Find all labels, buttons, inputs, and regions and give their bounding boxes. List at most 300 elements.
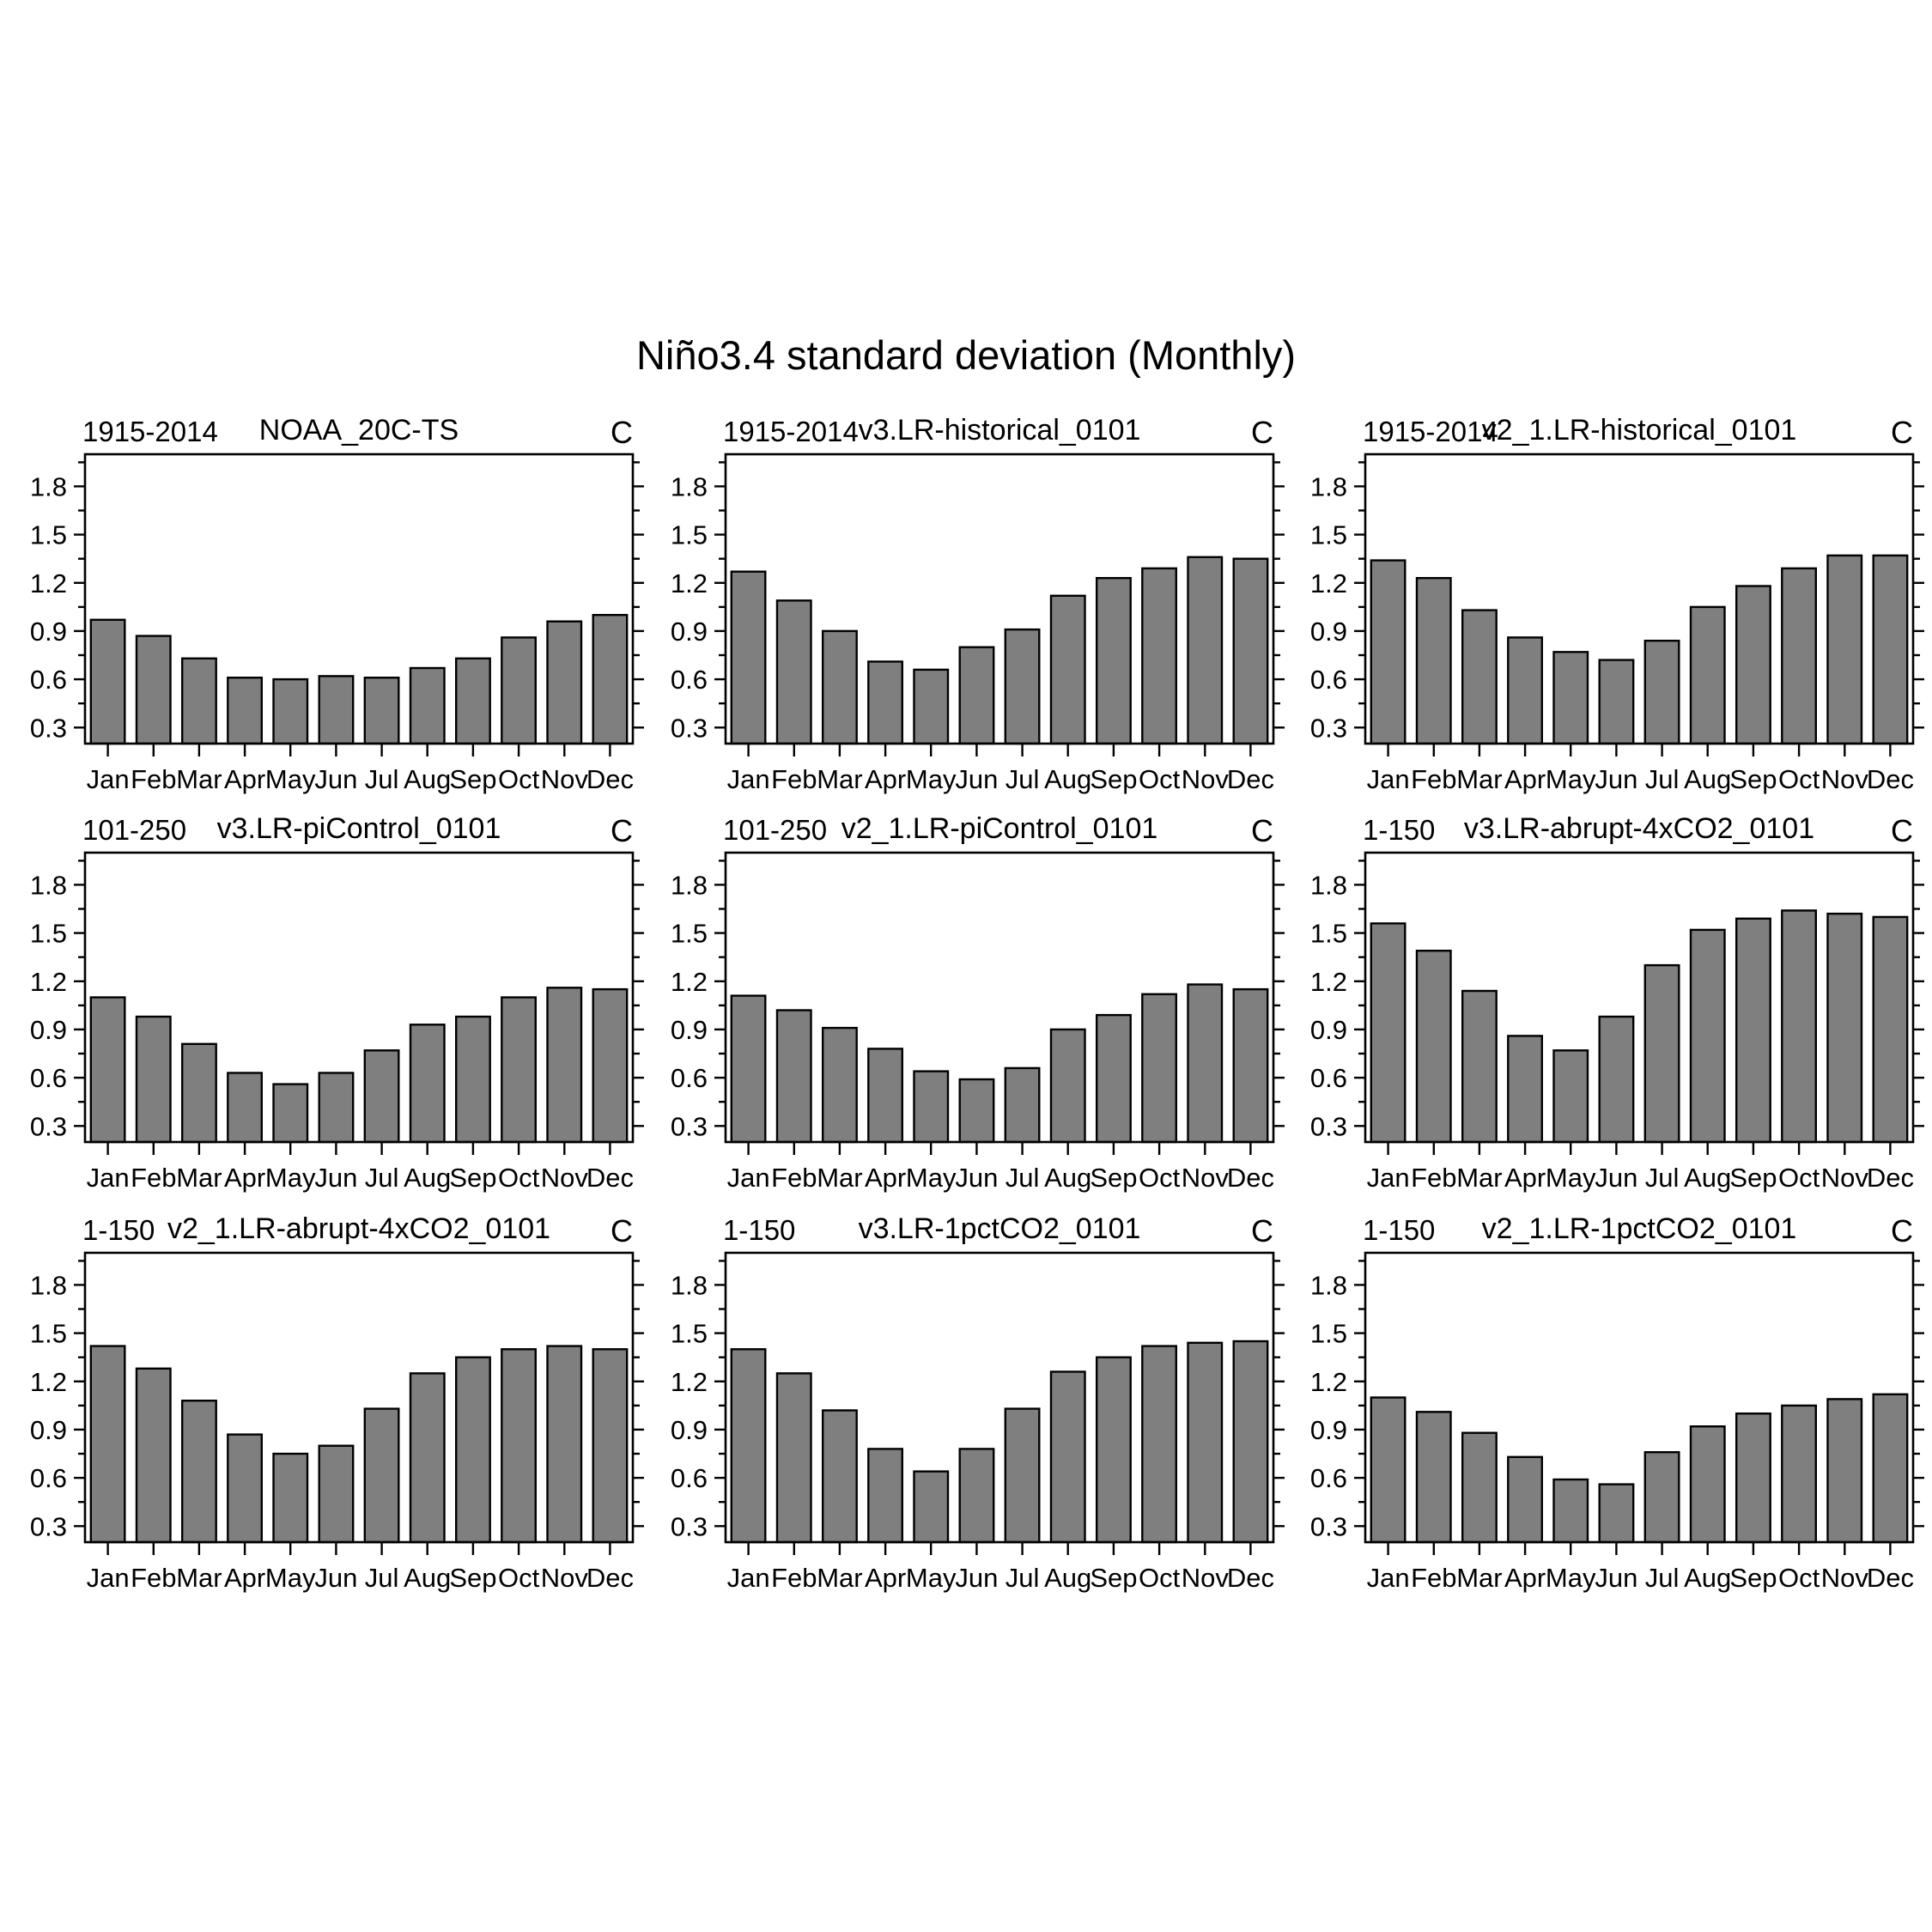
x-tick-label-Dec: Dec <box>586 1563 634 1593</box>
x-tick-label-Oct: Oct <box>1777 764 1820 794</box>
panel-v3.LR-historical_0101 <box>661 411 1315 812</box>
x-tick-label-Jun: Jun <box>314 1563 358 1593</box>
panel-model-label: v3.LR-1pctCO2_0101 <box>858 1212 1141 1245</box>
bars <box>732 557 1267 744</box>
x-tick-label-Mar: Mar <box>817 1563 863 1593</box>
bar-Apr <box>1508 637 1542 744</box>
x-tick-label-Jan: Jan <box>726 764 770 794</box>
bar-Feb <box>137 636 171 744</box>
panel-v3.LR-piControl_0101 <box>21 810 674 1211</box>
bar-Feb <box>137 1369 171 1542</box>
chart-v2_1.LR-piControl_0101 <box>661 810 1315 1211</box>
panel-period-label: 101-250 <box>82 814 187 846</box>
bar-Jul <box>1005 629 1040 744</box>
bar-Sep <box>456 1017 490 1142</box>
bar-Sep <box>1736 919 1771 1142</box>
x-tick-label-May: May <box>264 1163 316 1193</box>
x-tick-label-Mar: Mar <box>1456 764 1503 794</box>
bar-Mar <box>182 1400 216 1542</box>
bar-Jan <box>91 1346 125 1542</box>
y-tick-label: 1.5 <box>670 519 708 550</box>
y-tick-label: 0.3 <box>29 1111 67 1142</box>
x-tick-label-Jul: Jul <box>364 1563 399 1593</box>
x-tick-label-Mar: Mar <box>1456 1163 1503 1193</box>
x-tick-label-Jul: Jul <box>1644 764 1680 794</box>
chart-v3.LR-1pctCO2_0101 <box>661 1210 1315 1611</box>
x-tick-label-Sep: Sep <box>1090 764 1138 794</box>
bar-Apr <box>228 1073 262 1143</box>
bar-Nov <box>1828 914 1862 1142</box>
bar-Mar <box>823 631 857 744</box>
bar-Dec <box>1234 989 1268 1142</box>
x-tick-label-Oct: Oct <box>497 764 540 794</box>
x-tick-label-Feb: Feb <box>1411 1563 1457 1593</box>
bar-Feb <box>1417 951 1451 1142</box>
x-tick-label-Jan: Jan <box>1366 764 1410 794</box>
x-tick-label-May: May <box>905 1163 957 1193</box>
bar-Jul <box>1645 965 1680 1142</box>
y-tick-label: 0.6 <box>670 1463 708 1494</box>
bar-Feb <box>137 1017 171 1142</box>
bar-Jan <box>1371 1398 1406 1543</box>
bar-Jan <box>1371 561 1406 744</box>
x-tick-label-Feb: Feb <box>1411 764 1457 794</box>
y-tick-label: 1.8 <box>670 1270 708 1301</box>
bar-Sep <box>1097 1015 1131 1142</box>
x-tick-label-Jul: Jul <box>1005 1163 1040 1193</box>
y-axis-labels <box>671 1270 708 1541</box>
bar-Oct <box>1782 568 1816 744</box>
bar-Sep <box>456 659 490 744</box>
bar-May <box>274 1454 308 1542</box>
bar-Mar <box>823 1411 857 1543</box>
bar-Jun <box>319 1073 354 1143</box>
bar-Dec <box>593 1349 628 1542</box>
y-tick-label: 1.2 <box>670 966 708 997</box>
x-tick-label-Dec: Dec <box>586 764 634 794</box>
panel-period-label: 101-250 <box>723 814 828 846</box>
bar-Mar <box>182 659 216 744</box>
bar-Nov <box>1188 1343 1223 1542</box>
panel-model-label: v3.LR-historical_0101 <box>858 414 1141 447</box>
panel-v2_1.LR-1pctCO2_0101 <box>1301 1210 1932 1611</box>
bars <box>91 1346 627 1542</box>
y-tick-label: 0.6 <box>1309 1063 1347 1094</box>
bar-Dec <box>1234 559 1268 744</box>
panel-period-label: 1-150 <box>1363 814 1436 846</box>
y-tick-label: 1.8 <box>1309 471 1347 502</box>
x-tick-label-Nov: Nov <box>1181 1163 1229 1193</box>
chart-v2_1.LR-historical_0101 <box>1301 411 1932 812</box>
x-tick-label-Jun: Jun <box>314 1163 358 1193</box>
y-tick-label: 1.8 <box>1309 870 1347 901</box>
panel-corner-label: C <box>611 1213 633 1249</box>
bar-Jan <box>732 996 766 1142</box>
x-tick-label-Sep: Sep <box>1729 764 1777 794</box>
y-tick-label: 0.9 <box>670 616 708 647</box>
x-tick-label-Apr: Apr <box>1504 1563 1546 1593</box>
x-tick-label-Dec: Dec <box>1866 764 1914 794</box>
y-tick-label: 1.5 <box>29 1318 67 1349</box>
chart-v2_1.LR-abrupt-4xCO2_0101 <box>21 1210 674 1611</box>
panel-v2_1.LR-piControl_0101 <box>661 810 1315 1211</box>
bars <box>1371 1394 1907 1542</box>
x-axis-labels <box>727 1163 1274 1193</box>
bar-Sep <box>1736 586 1771 744</box>
y-tick-label: 0.3 <box>670 1511 708 1542</box>
chart-v2_1.LR-1pctCO2_0101 <box>1301 1210 1932 1611</box>
y-tick-label: 1.2 <box>670 568 708 598</box>
bar-Aug <box>1691 607 1725 744</box>
panel-corner-label: C <box>1251 1213 1273 1249</box>
y-tick-label: 0.6 <box>670 1063 708 1094</box>
bar-Jul <box>1005 1068 1040 1142</box>
bar-Oct <box>501 1349 536 1542</box>
y-tick-label: 0.3 <box>670 713 708 744</box>
bar-Aug <box>410 1024 445 1142</box>
y-tick-label: 0.3 <box>29 713 67 744</box>
y-axis-labels <box>671 870 708 1141</box>
bar-Jun <box>319 1446 354 1542</box>
y-tick-label: 0.3 <box>670 1111 708 1142</box>
panel-period-label: 1-150 <box>82 1214 155 1246</box>
x-tick-label-Oct: Oct <box>497 1563 540 1593</box>
panel-model-label: v3.LR-piControl_0101 <box>216 812 501 845</box>
bar-Feb <box>777 600 811 744</box>
y-tick-label: 1.2 <box>1309 568 1347 598</box>
x-tick-label-Jul: Jul <box>364 1163 399 1193</box>
bar-Nov <box>548 1346 582 1542</box>
bar-Mar <box>1462 991 1497 1142</box>
x-tick-label-Jan: Jan <box>1366 1163 1410 1193</box>
x-tick-label-Aug: Aug <box>1684 764 1732 794</box>
bar-Aug <box>410 668 445 744</box>
y-tick-label: 0.6 <box>29 665 67 696</box>
x-tick-label-Jun: Jun <box>955 764 999 794</box>
bar-Jul <box>1005 1409 1040 1542</box>
x-tick-label-May: May <box>264 764 316 794</box>
x-tick-label-Aug: Aug <box>1044 764 1092 794</box>
panel-corner-label: C <box>611 415 633 450</box>
panel-model-label: v3.LR-abrupt-4xCO2_0101 <box>1463 812 1815 845</box>
panel-NOAA_20C-TS <box>21 411 674 812</box>
x-axis-labels <box>87 764 634 794</box>
bar-May <box>274 679 308 744</box>
bar-Dec <box>1874 1394 1908 1542</box>
bar-Oct <box>1142 994 1176 1142</box>
y-tick-label: 0.3 <box>1309 713 1347 744</box>
bar-Aug <box>1051 596 1085 744</box>
y-tick-label: 0.6 <box>1309 1463 1347 1494</box>
bar-Aug <box>410 1373 445 1542</box>
panel-period-label: 1-150 <box>1363 1214 1436 1246</box>
x-tick-label-Jan: Jan <box>86 1163 130 1193</box>
bar-May <box>914 1072 949 1142</box>
y-tick-label: 0.9 <box>670 1414 708 1445</box>
bar-Sep <box>1097 1358 1131 1542</box>
x-tick-label-May: May <box>905 1563 957 1593</box>
bar-Apr <box>1508 1036 1542 1142</box>
panel-corner-label: C <box>1891 415 1913 450</box>
panel-v2_1.LR-abrupt-4xCO2_0101 <box>21 1210 674 1611</box>
panel-period-label: 1915-2014 <box>82 416 218 447</box>
bar-Feb <box>1417 578 1451 744</box>
bar-May <box>914 1472 949 1542</box>
bar-Jun <box>960 647 994 744</box>
bar-Feb <box>777 1011 811 1143</box>
x-tick-label-Feb: Feb <box>771 764 817 794</box>
x-tick-label-Jan: Jan <box>726 1163 770 1193</box>
y-tick-label: 1.8 <box>29 471 67 502</box>
x-tick-label-Dec: Dec <box>1226 764 1274 794</box>
bar-Apr <box>228 1435 262 1542</box>
bar-Oct <box>501 637 536 744</box>
panel-period-label: 1915-2014 <box>723 416 859 447</box>
x-tick-label-Feb: Feb <box>1411 1163 1457 1193</box>
y-tick-label: 0.9 <box>29 616 67 647</box>
panel-corner-label: C <box>611 813 633 848</box>
x-tick-label-Mar: Mar <box>176 764 222 794</box>
y-tick-label: 1.8 <box>670 471 708 502</box>
x-tick-label-Aug: Aug <box>404 764 452 794</box>
panel-model-label: v2_1.LR-1pctCO2_0101 <box>1481 1212 1797 1245</box>
y-tick-label: 1.2 <box>1309 966 1347 997</box>
x-tick-label-Apr: Apr <box>1504 1163 1546 1193</box>
x-tick-label-Jan: Jan <box>86 764 130 794</box>
y-tick-label: 0.9 <box>670 1014 708 1045</box>
y-tick-label: 0.3 <box>1309 1111 1347 1142</box>
x-tick-label-Sep: Sep <box>449 1163 497 1193</box>
x-tick-label-Feb: Feb <box>131 764 177 794</box>
bar-Mar <box>1462 1433 1497 1542</box>
x-tick-label-Nov: Nov <box>1820 764 1868 794</box>
y-tick-label: 1.5 <box>670 918 708 949</box>
x-tick-label-Jul: Jul <box>1005 764 1040 794</box>
bar-Oct <box>501 998 536 1143</box>
x-tick-label-May: May <box>1545 1563 1596 1593</box>
x-tick-label-Nov: Nov <box>1820 1563 1868 1593</box>
bar-Mar <box>1462 611 1497 744</box>
x-tick-label-Nov: Nov <box>1820 1163 1868 1193</box>
x-tick-label-Dec: Dec <box>1226 1563 1274 1593</box>
bar-Nov <box>1188 557 1223 744</box>
x-tick-label-Apr: Apr <box>223 764 266 794</box>
bar-Jun <box>960 1079 994 1142</box>
chart-v3.LR-piControl_0101 <box>21 810 674 1211</box>
y-tick-label: 0.9 <box>29 1014 67 1045</box>
bar-Nov <box>548 622 582 744</box>
x-tick-label-Mar: Mar <box>817 1163 863 1193</box>
x-tick-label-Sep: Sep <box>449 764 497 794</box>
y-tick-label: 1.5 <box>29 519 67 550</box>
bars <box>91 987 627 1142</box>
y-axis-labels <box>1310 1270 1347 1541</box>
y-tick-label: 1.8 <box>29 870 67 901</box>
x-tick-label-May: May <box>905 764 957 794</box>
x-tick-label-Mar: Mar <box>176 1163 222 1193</box>
x-tick-label-Aug: Aug <box>1044 1563 1092 1593</box>
bar-Nov <box>548 987 582 1142</box>
bar-Oct <box>1142 1346 1176 1542</box>
bar-Jan <box>91 620 125 744</box>
x-tick-label-Mar: Mar <box>817 764 863 794</box>
bar-Jan <box>91 998 125 1143</box>
y-axis-labels <box>1310 870 1347 1141</box>
y-axis-labels <box>1310 471 1347 743</box>
x-tick-label-Jul: Jul <box>1005 1563 1040 1593</box>
y-tick-label: 0.3 <box>1309 1511 1347 1542</box>
bar-Nov <box>1828 556 1862 744</box>
bar-Apr <box>868 1449 902 1542</box>
x-tick-label-Sep: Sep <box>1729 1163 1777 1193</box>
x-tick-label-Aug: Aug <box>404 1163 452 1193</box>
chart-v3.LR-abrupt-4xCO2_0101 <box>1301 810 1932 1211</box>
x-tick-label-Oct: Oct <box>1138 764 1181 794</box>
y-axis-labels <box>30 870 67 1141</box>
x-tick-label-Nov: Nov <box>1181 764 1229 794</box>
y-tick-label: 1.5 <box>1309 918 1347 949</box>
x-tick-label-Dec: Dec <box>1226 1163 1274 1193</box>
x-tick-label-May: May <box>1545 764 1596 794</box>
bar-Apr <box>1508 1457 1542 1542</box>
x-tick-label-Jan: Jan <box>86 1563 130 1593</box>
bar-Mar <box>823 1028 857 1142</box>
bar-Jul <box>365 1050 399 1142</box>
x-tick-label-Jul: Jul <box>364 764 399 794</box>
panel-model-label: v2_1.LR-historical_0101 <box>1481 414 1797 447</box>
y-tick-label: 1.2 <box>670 1366 708 1397</box>
bars <box>732 985 1267 1143</box>
y-tick-label: 0.3 <box>29 1511 67 1542</box>
x-tick-label-Jan: Jan <box>726 1563 770 1593</box>
bar-May <box>914 670 949 744</box>
x-tick-label-May: May <box>1545 1163 1596 1193</box>
x-tick-label-Jun: Jun <box>955 1163 999 1193</box>
panel-model-label: v2_1.LR-abrupt-4xCO2_0101 <box>167 1212 551 1245</box>
y-tick-label: 1.5 <box>670 1318 708 1349</box>
bar-Jan <box>732 1349 766 1542</box>
bar-Jun <box>319 676 354 744</box>
x-tick-label-Apr: Apr <box>864 1563 907 1593</box>
y-axis-labels <box>671 471 708 743</box>
figure-title: Niño3.4 standard deviation (Monthly) <box>635 332 1297 378</box>
bar-Jun <box>1600 1485 1634 1542</box>
x-tick-label-Apr: Apr <box>864 1163 907 1193</box>
panel-model-label: v2_1.LR-piControl_0101 <box>841 812 1158 845</box>
bars <box>1371 910 1907 1142</box>
x-tick-label-Oct: Oct <box>1138 1163 1181 1193</box>
y-tick-label: 1.8 <box>670 870 708 901</box>
x-axis-labels <box>727 764 1274 794</box>
x-tick-label-Mar: Mar <box>176 1563 222 1593</box>
x-tick-label-Apr: Apr <box>864 764 907 794</box>
bar-Jun <box>1600 1017 1634 1142</box>
bar-Oct <box>1782 1406 1816 1542</box>
bar-Oct <box>1782 910 1816 1142</box>
chart-v3.LR-historical_0101 <box>661 411 1315 812</box>
y-tick-label: 0.9 <box>1309 1414 1347 1445</box>
bar-Oct <box>1142 568 1176 744</box>
bar-Apr <box>868 662 902 744</box>
y-tick-label: 1.5 <box>1309 519 1347 550</box>
x-tick-label-Dec: Dec <box>586 1163 634 1193</box>
x-tick-label-Oct: Oct <box>1777 1163 1820 1193</box>
x-tick-label-Apr: Apr <box>1504 764 1546 794</box>
panel-corner-label: C <box>1891 813 1913 848</box>
x-axis-labels <box>727 1563 1274 1593</box>
bar-Dec <box>593 615 628 744</box>
bar-Jul <box>365 1409 399 1542</box>
bar-Jan <box>732 572 766 744</box>
bar-Apr <box>228 677 262 744</box>
panel-v3.LR-1pctCO2_0101 <box>661 1210 1315 1611</box>
x-tick-label-Feb: Feb <box>771 1163 817 1193</box>
y-tick-label: 1.8 <box>29 1270 67 1301</box>
bar-Nov <box>1188 985 1223 1143</box>
x-tick-label-Oct: Oct <box>497 1163 540 1193</box>
x-tick-label-Nov: Nov <box>540 1563 588 1593</box>
x-tick-label-Apr: Apr <box>223 1163 266 1193</box>
bar-Feb <box>1417 1412 1451 1542</box>
x-tick-label-Nov: Nov <box>1181 1563 1229 1593</box>
panel-corner-label: C <box>1251 813 1273 848</box>
x-tick-label-Nov: Nov <box>540 764 588 794</box>
y-tick-label: 1.5 <box>1309 1318 1347 1349</box>
panel-period-label: 1-150 <box>723 1214 796 1246</box>
bar-Aug <box>1691 930 1725 1142</box>
bar-Dec <box>1874 556 1908 744</box>
bar-May <box>274 1084 308 1142</box>
x-tick-label-Feb: Feb <box>771 1563 817 1593</box>
bar-Aug <box>1051 1030 1085 1142</box>
bar-Feb <box>777 1373 811 1542</box>
x-tick-label-Oct: Oct <box>1138 1563 1181 1593</box>
panel-model-label: NOAA_20C-TS <box>258 414 459 447</box>
y-axis-labels <box>30 471 67 743</box>
x-tick-label-Sep: Sep <box>1729 1563 1777 1593</box>
y-tick-label: 1.8 <box>1309 1270 1347 1301</box>
y-tick-label: 1.5 <box>29 918 67 949</box>
x-tick-label-Feb: Feb <box>131 1163 177 1193</box>
x-axis-labels <box>87 1163 634 1193</box>
bar-Aug <box>1051 1372 1085 1543</box>
panel-corner-label: C <box>1891 1213 1913 1249</box>
bar-Nov <box>1828 1399 1862 1542</box>
x-tick-label-Jun: Jun <box>955 1563 999 1593</box>
x-tick-label-Jun: Jun <box>1595 1163 1638 1193</box>
x-tick-label-Aug: Aug <box>1684 1563 1732 1593</box>
y-tick-label: 1.2 <box>1309 1366 1347 1397</box>
bar-Dec <box>1234 1341 1268 1542</box>
x-axis-labels <box>1367 1163 1914 1193</box>
bars <box>732 1341 1267 1542</box>
bar-Apr <box>868 1048 902 1142</box>
bar-Sep <box>1097 578 1131 744</box>
bar-Aug <box>1691 1426 1725 1542</box>
bar-May <box>1554 652 1589 744</box>
bar-Dec <box>593 989 628 1142</box>
y-tick-label: 1.2 <box>29 1366 67 1397</box>
panel-period-label: 1915-2014 <box>1363 416 1498 447</box>
panel-v2_1.LR-historical_0101 <box>1301 411 1932 812</box>
x-tick-label-Sep: Sep <box>1090 1163 1138 1193</box>
x-tick-label-Jul: Jul <box>1644 1163 1680 1193</box>
bar-Dec <box>1874 917 1908 1142</box>
bar-Mar <box>182 1044 216 1142</box>
y-tick-label: 0.6 <box>1309 665 1347 696</box>
bars <box>1371 556 1907 744</box>
x-tick-label-Dec: Dec <box>1866 1563 1914 1593</box>
